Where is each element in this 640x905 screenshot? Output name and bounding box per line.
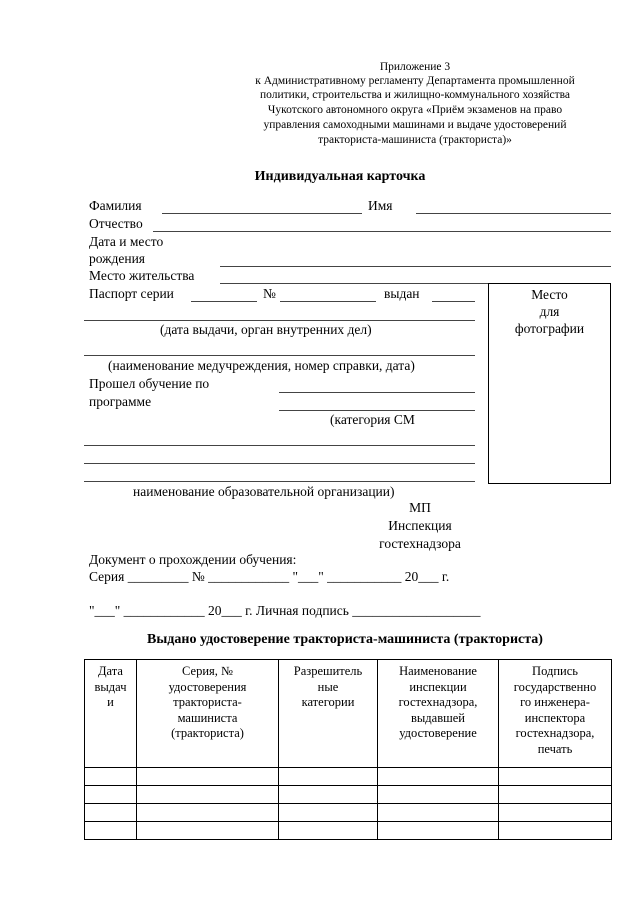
- col-inspection-header: Наименование инспекции гостехнадзора, выдавшей удостоверение: [378, 660, 499, 768]
- patronymic-field[interactable]: [153, 231, 611, 232]
- medical-note: (наименование медучреждения, номер справки, дата): [108, 358, 415, 373]
- table-cell[interactable]: [378, 804, 499, 822]
- table-cell[interactable]: [279, 768, 378, 786]
- col-signature-header: Подпись государственно го инженера- инспектора гостехнадзора, печать: [499, 660, 612, 768]
- organization-field-2[interactable]: [84, 463, 475, 464]
- organization-field-1[interactable]: [84, 445, 475, 446]
- passport-series-label: Паспорт серии: [89, 286, 174, 301]
- passport-number-sign: №: [263, 286, 276, 301]
- signature-line: "___" ____________ 20___ г. Личная подпись ___________________: [89, 603, 481, 618]
- passport-issuer-field[interactable]: [84, 320, 475, 321]
- training-program-field[interactable]: [279, 392, 475, 393]
- col-date-header: Дата выдач и: [85, 660, 137, 768]
- table-cell[interactable]: [499, 822, 612, 840]
- stamp-gostekhnadzor: гостехнадзора: [379, 536, 461, 551]
- table-row: [85, 822, 612, 840]
- table-cell[interactable]: [85, 804, 137, 822]
- stamp-inspection: Инспекция: [388, 518, 452, 533]
- table-cell[interactable]: [499, 768, 612, 786]
- table-cell[interactable]: [137, 804, 279, 822]
- birth-field[interactable]: [220, 266, 611, 267]
- appendix-line-1: к Административному регламенту Департамента промышленной: [255, 75, 575, 87]
- training-label-line1: Прошел обучение по: [89, 376, 210, 391]
- passport-series-field[interactable]: [191, 301, 257, 302]
- table-cell[interactable]: [499, 786, 612, 804]
- col-series-header: Серия, № удостоверения тракториста- машиниста (тракториста): [137, 660, 279, 768]
- card-title: Индивидуальная карточка: [254, 169, 426, 184]
- appendix-line-4: управления самоходными машинами и выдаче удостоверений: [263, 119, 567, 131]
- table-cell[interactable]: [137, 786, 279, 804]
- passport-issued-field[interactable]: [432, 301, 475, 302]
- table-cell[interactable]: [279, 804, 378, 822]
- training-category-field[interactable]: [279, 410, 475, 411]
- birth-label-line2: рождения: [89, 251, 146, 266]
- category-note: (категория СМ: [330, 412, 415, 427]
- table-cell[interactable]: [137, 768, 279, 786]
- photo-label-2: для: [539, 304, 560, 319]
- issued-table: [84, 659, 612, 840]
- table-row: [85, 768, 612, 786]
- organization-field-3[interactable]: [84, 481, 475, 482]
- table-cell[interactable]: [137, 822, 279, 840]
- table-cell[interactable]: [85, 822, 137, 840]
- table-cell[interactable]: [85, 768, 137, 786]
- birth-label-line1: Дата и место: [89, 234, 164, 249]
- training-label-line2: программе: [89, 394, 152, 409]
- patronymic-label: Отчество: [89, 216, 143, 231]
- name-field[interactable]: [416, 213, 611, 214]
- organization-note: наименование образовательной организации): [133, 484, 395, 499]
- name-label: Имя: [368, 198, 393, 213]
- doc-title: Документ о прохождении обучения:: [89, 552, 297, 567]
- stamp-mp: МП: [409, 500, 431, 515]
- table-row: [85, 786, 612, 804]
- appendix-title: Приложение 3: [379, 61, 451, 73]
- passport-issued-label: выдан: [384, 286, 420, 301]
- photo-label-3: фотографии: [514, 321, 585, 336]
- col-categories-header: Разрешитель ные категории: [279, 660, 378, 768]
- passport-issuer-note: (дата выдачи, орган внутренних дел): [160, 322, 372, 337]
- appendix-line-5: тракториста-машиниста (тракториста)»: [318, 134, 512, 146]
- table-row: [85, 804, 612, 822]
- table-cell[interactable]: [378, 786, 499, 804]
- doc-series-line: Серия _________ № ____________ "___" ___________ 20___ г.: [89, 569, 450, 584]
- surname-label: Фамилия: [89, 198, 142, 213]
- appendix-line-3: Чукотского автономного округа «Приём экзаменов на право: [267, 104, 563, 116]
- photo-label-1: Место: [531, 287, 568, 302]
- table-cell[interactable]: [378, 822, 499, 840]
- table-cell[interactable]: [279, 822, 378, 840]
- residence-label: Место жительства: [89, 268, 195, 283]
- passport-number-field[interactable]: [280, 301, 376, 302]
- table-cell[interactable]: [85, 786, 137, 804]
- medical-field[interactable]: [84, 355, 475, 356]
- table-cell[interactable]: [499, 804, 612, 822]
- issued-section-title: Выдано удостоверение тракториста-машиниста (тракториста): [147, 632, 543, 647]
- table-cell[interactable]: [279, 786, 378, 804]
- appendix-line-2: политики, строительства и жилищно-коммунального хозяйства: [259, 89, 571, 101]
- issued-table-header: [85, 660, 612, 768]
- photo-box: [488, 283, 611, 484]
- surname-field[interactable]: [162, 213, 362, 214]
- table-cell[interactable]: [378, 768, 499, 786]
